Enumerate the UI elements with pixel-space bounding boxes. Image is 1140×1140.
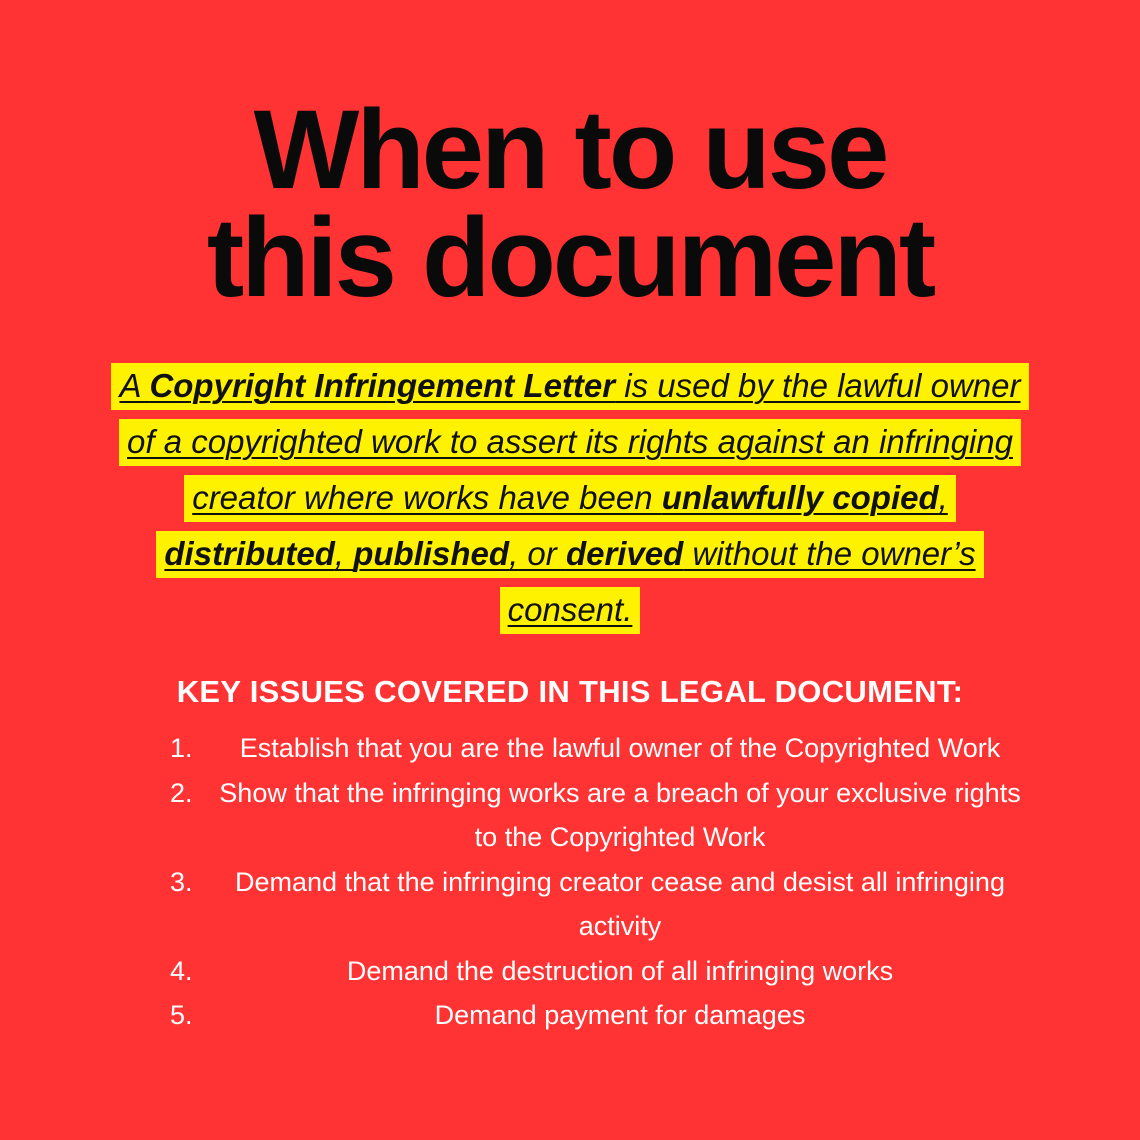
list-item-text: Show that the infringing works are a breach of your exclusive rights to the Copyrighted Work (219, 777, 1021, 852)
intro-bold-term: unlawfully copied (661, 479, 939, 516)
title-line-1: When to use (253, 87, 887, 212)
list-item-number: 4. (170, 955, 193, 986)
key-issues-list (160, 726, 1030, 1038)
list-item (160, 726, 1030, 771)
intro-text: , (938, 479, 948, 516)
intro-text: is used by the lawful owner of a copyrighted work to assert its rights against an infringing creator where works have been (127, 367, 1021, 516)
list-item (160, 949, 1030, 994)
list-item-text: Demand that the infringing creator cease and desist all infringing activity (235, 866, 1005, 941)
list-item-text: Demand the destruction of all infringing works (346, 955, 894, 986)
intro-bold-term: distributed (164, 535, 335, 572)
list-item-number: 2. (170, 777, 193, 808)
list-item-number: 3. (170, 866, 193, 897)
list-item-number: 1. (170, 733, 193, 763)
page-title (0, 87, 1140, 320)
intro-bold-term: published (353, 535, 510, 572)
intro-paragraph (100, 358, 1040, 638)
intro-text: without the owner’s consent. (507, 535, 976, 628)
list-item (160, 993, 1030, 1038)
intro-text: , or (509, 535, 566, 572)
list-item-number: 5. (170, 1000, 193, 1030)
intro-bold-term: derived (565, 535, 684, 572)
list-item-text: Demand payment for damages (434, 1000, 806, 1030)
key-issues-heading: KEY ISSUES COVERED IN THIS LEGAL DOCUMENT: (176, 674, 964, 709)
list-item-text: Establish that you are the lawful owner of the Copyrighted Work (239, 733, 1001, 763)
title-line-2: this document (206, 195, 934, 320)
intro-bold-term: Copyright Infringement Letter (149, 367, 616, 404)
intro-text: A (119, 367, 150, 404)
intro-highlight (111, 363, 1028, 634)
list-item (160, 860, 1030, 949)
list-item (160, 771, 1030, 860)
intro-text: , (334, 535, 354, 572)
